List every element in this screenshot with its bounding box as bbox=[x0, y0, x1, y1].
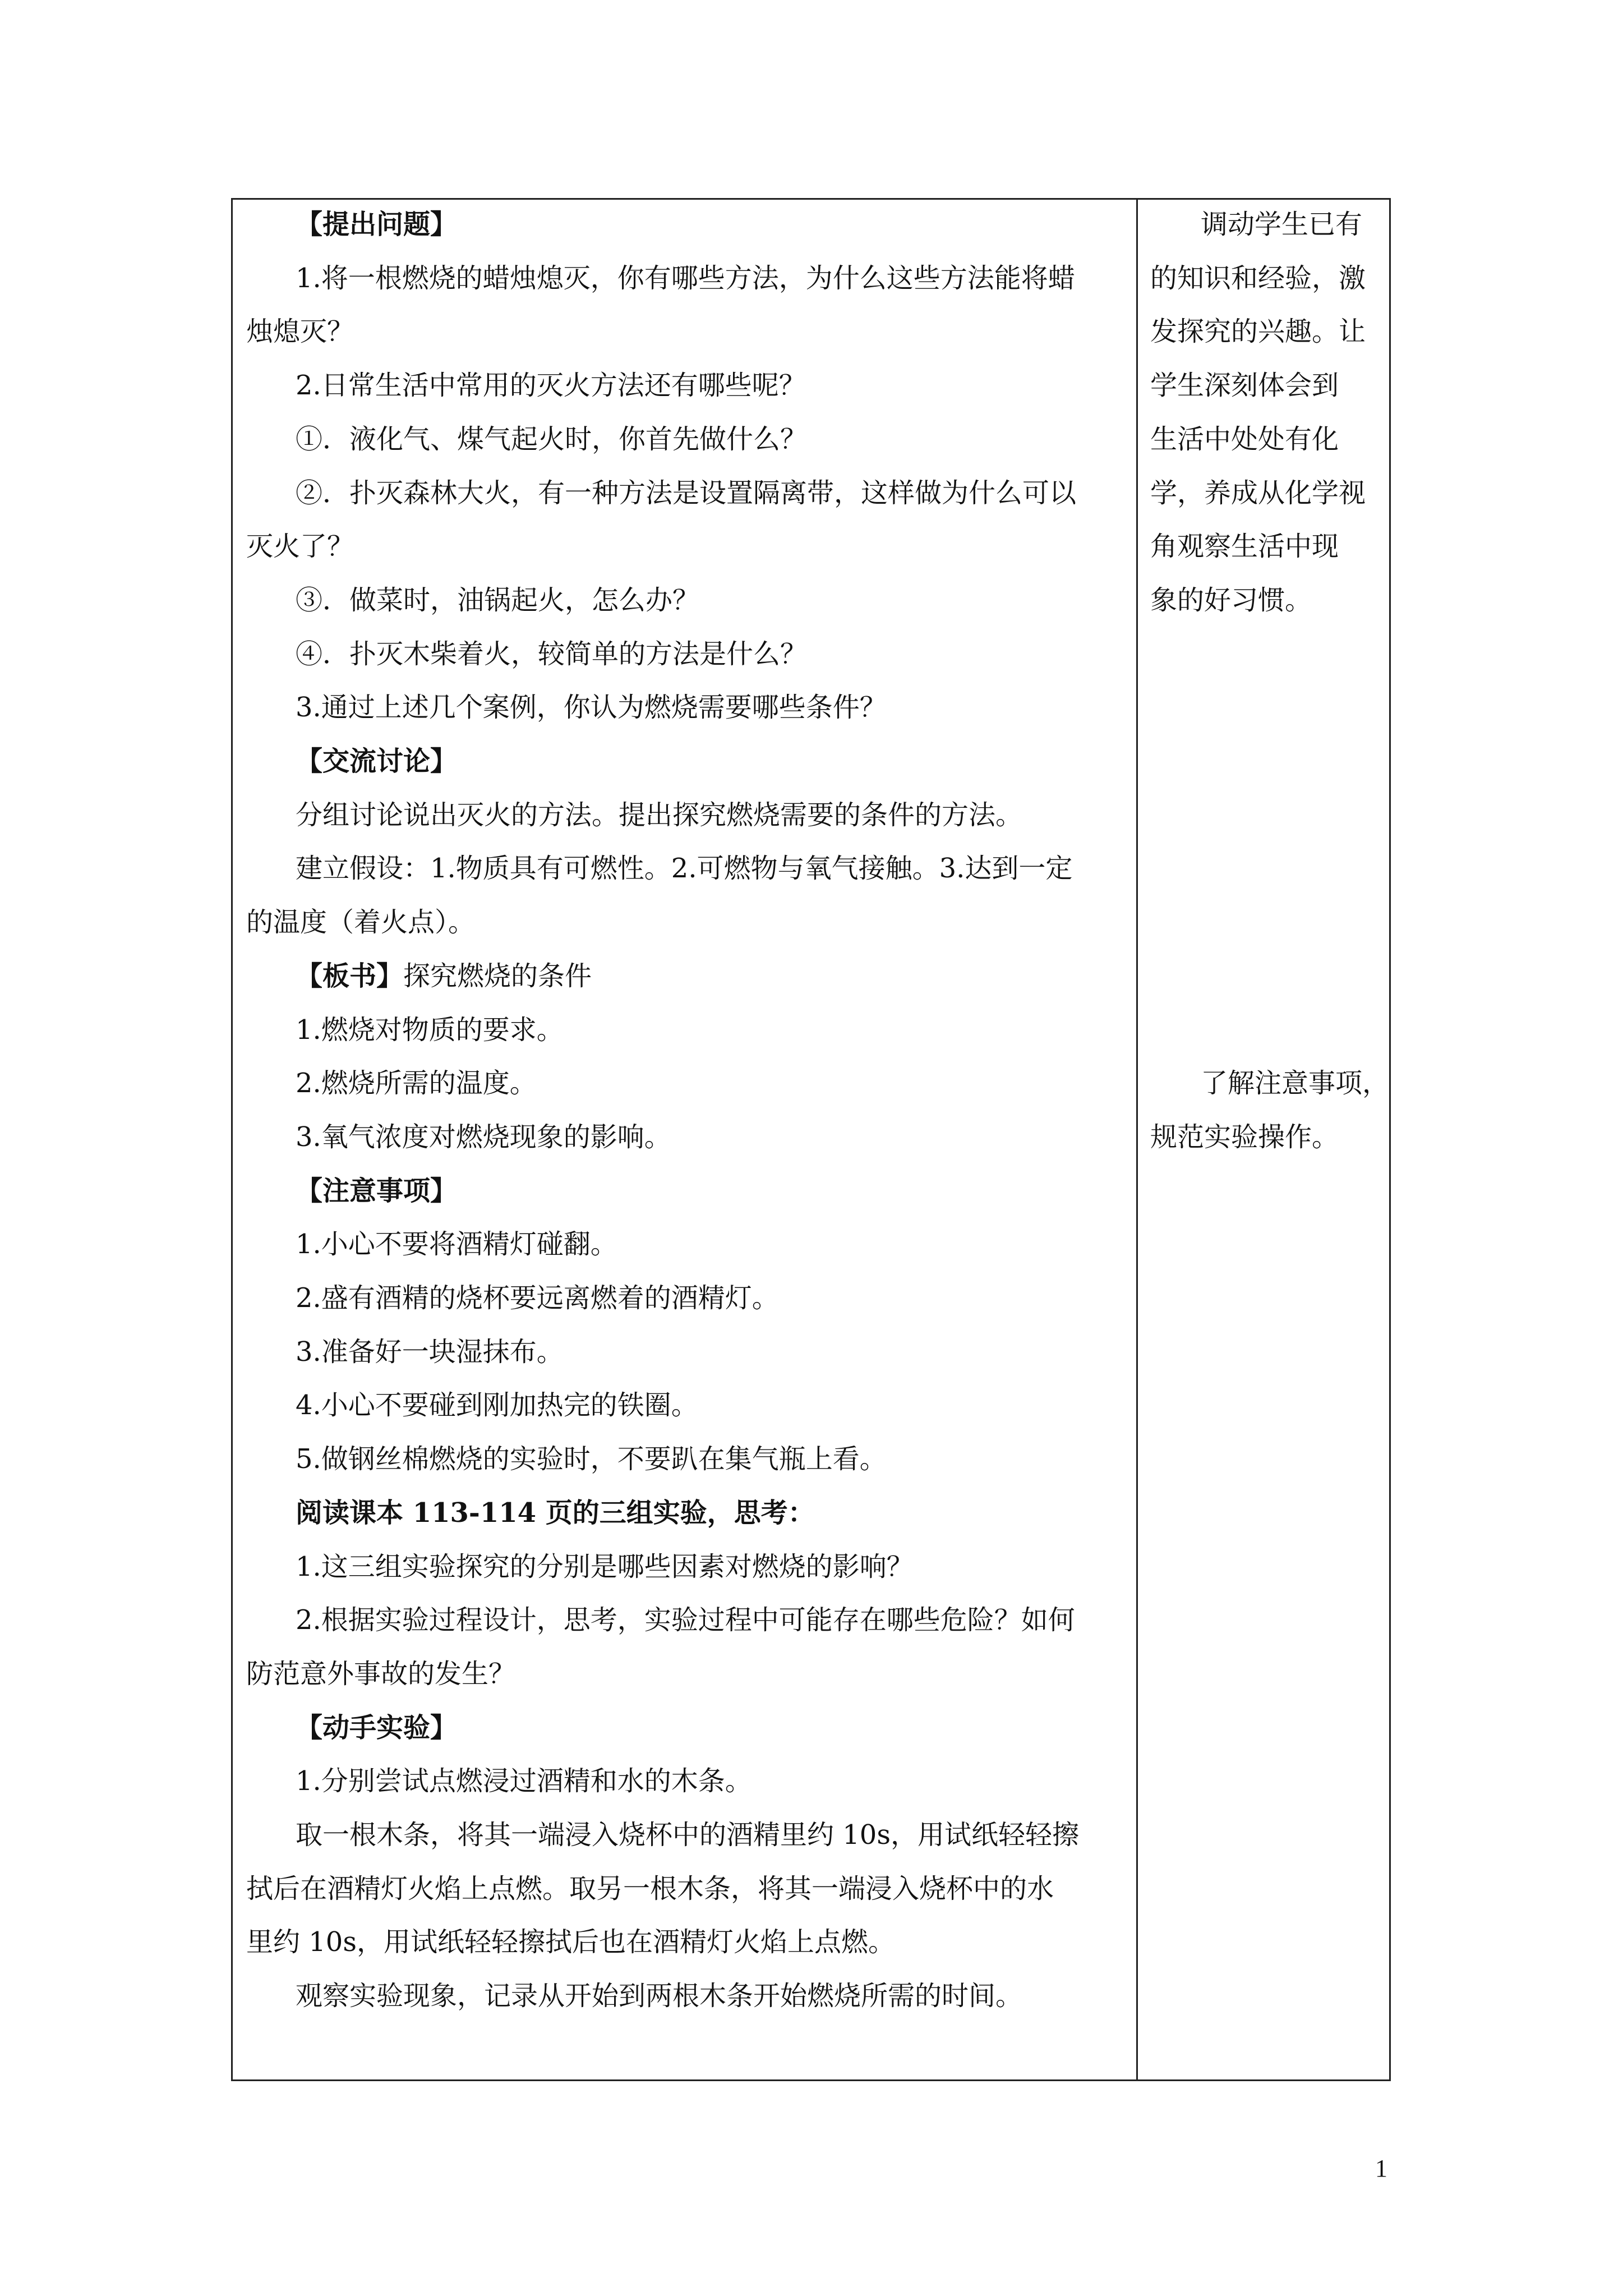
text-line: 4.小心不要碰到刚加热完的铁圈。 bbox=[296, 1389, 698, 1421]
lesson-plan-table bbox=[231, 198, 1391, 2081]
design-note-line: 发探究的兴趣。让 bbox=[1150, 316, 1366, 348]
text-line: 建立假设：1.物质具有可燃性。2.可燃物与氧气接触。3.达到一定 bbox=[296, 853, 1073, 885]
design-note-line: 了解注意事项， bbox=[1201, 1068, 1390, 1099]
text-line: 3.准备好一块湿抹布。 bbox=[296, 1336, 564, 1368]
text-line: 2.燃烧所需的温度。 bbox=[296, 1068, 537, 1099]
text-line: 5.做钢丝棉燃烧的实验时，不要趴在集气瓶上看。 bbox=[296, 1443, 887, 1475]
text-line: 1.将一根燃烧的蜡烛熄灭，你有哪些方法，为什么这些方法能将蜡 bbox=[296, 262, 1075, 294]
text-line: 灭火了？ bbox=[246, 531, 354, 563]
design-note-line: 角观察生活中现 bbox=[1150, 531, 1339, 563]
text-line: 的温度（着火点）。 bbox=[246, 907, 476, 938]
text-line: ④．扑灭木柴着火，较简单的方法是什么？ bbox=[296, 638, 808, 670]
column-divider bbox=[1136, 200, 1138, 2079]
section-heading: 【板书】 bbox=[296, 960, 404, 992]
text-line bbox=[296, 958, 592, 994]
design-note-line: 规范实验操作。 bbox=[1150, 1121, 1339, 1153]
text-line: 2.盛有酒精的烧杯要远离燃着的酒精灯。 bbox=[296, 1282, 779, 1314]
design-note-line: 学生深刻体会到 bbox=[1150, 370, 1339, 402]
section-heading: 阅读课本 113-114 页的三组实验，思考： bbox=[296, 1497, 815, 1529]
design-note-line: 生活中处处有化 bbox=[1150, 423, 1339, 455]
section-heading-topic: 探究燃烧的条件 bbox=[403, 960, 592, 992]
text-line: 3.通过上述几个案例，你认为燃烧需要哪些条件？ bbox=[296, 692, 887, 724]
text-line: 里约 10s，用试纸轻轻擦拭后也在酒精灯火焰上点燃。 bbox=[246, 1926, 895, 1958]
section-heading: 【交流讨论】 bbox=[296, 746, 458, 777]
design-note-line: 象的好习惯。 bbox=[1150, 584, 1312, 616]
section-heading: 【动手实验】 bbox=[296, 1711, 458, 1743]
text-line: ③．做菜时，油锅起火，怎么办？ bbox=[296, 584, 700, 616]
text-line: 取一根木条，将其一端浸入烧杯中的酒精里约 10s，用试纸轻轻擦 bbox=[296, 1819, 1079, 1851]
section-heading: 【提出问题】 bbox=[296, 209, 458, 240]
design-note-line: 学，养成从化学视 bbox=[1150, 477, 1366, 509]
design-note-line: 调动学生已有 bbox=[1201, 209, 1363, 240]
section-heading: 【注意事项】 bbox=[296, 1175, 458, 1207]
text-line: 分组讨论说出灭火的方法。提出探究燃烧需要的条件的方法。 bbox=[296, 799, 1023, 831]
text-line: 1.燃烧对物质的要求。 bbox=[296, 1014, 564, 1046]
text-line: 2.日常生活中常用的灭火方法还有哪些呢？ bbox=[296, 370, 806, 402]
text-line: 2.根据实验过程设计，思考，实验过程中可能存在哪些危险？如何 bbox=[296, 1604, 1075, 1636]
text-line: 烛熄灭？ bbox=[246, 316, 354, 348]
text-line: 观察实验现象，记录从开始到两根木条开始燃烧所需的时间。 bbox=[296, 1980, 1023, 2012]
text-line: 3.氧气浓度对燃烧现象的影响。 bbox=[296, 1121, 671, 1153]
design-note-line: 的知识和经验，激 bbox=[1150, 262, 1366, 294]
text-line: ②．扑灭森林大火，有一种方法是设置隔离带，这样做为什么可以 bbox=[296, 477, 1077, 509]
text-line: 1.这三组实验探究的分别是哪些因素对燃烧的影响？ bbox=[296, 1550, 914, 1582]
page-number: 1 bbox=[1375, 2155, 1387, 2182]
text-line: 防范意外事故的发生？ bbox=[246, 1658, 516, 1690]
text-line: 拭后在酒精灯火焰上点燃。取另一根木条，将其一端浸入烧杯中的水 bbox=[246, 1872, 1054, 1904]
text-line: 1.分别尝试点燃浸过酒精和水的木条。 bbox=[296, 1765, 752, 1797]
text-line: ①．液化气、煤气起火时，你首先做什么？ bbox=[296, 423, 808, 455]
text-line: 1.小心不要将酒精灯碰翻。 bbox=[296, 1228, 617, 1260]
